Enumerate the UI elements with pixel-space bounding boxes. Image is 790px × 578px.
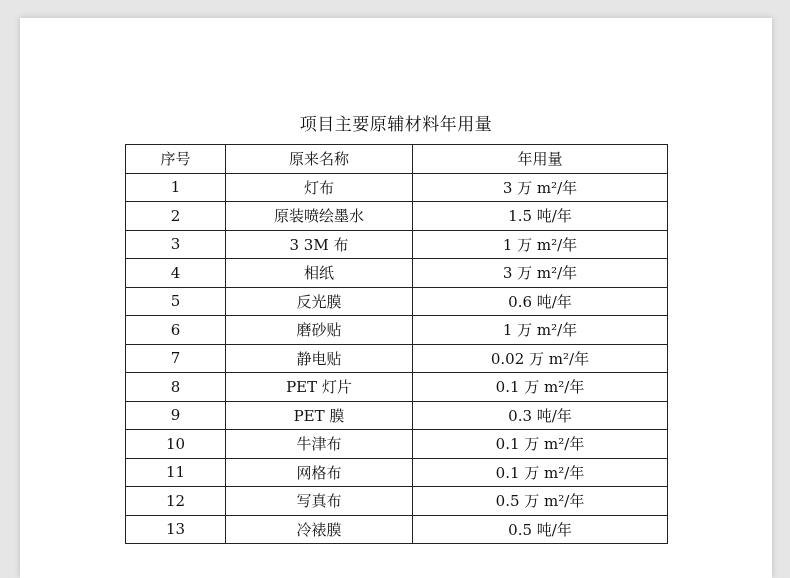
row-number: 12 — [126, 487, 226, 516]
table-row — [126, 230, 668, 259]
annual-amount: 1 万 m²/年 — [413, 316, 668, 345]
material-name: 3 3M 布 — [226, 230, 413, 259]
material-name: 原装喷绘墨水 — [226, 202, 413, 231]
annual-amount: 0.1 万 m²/年 — [413, 373, 668, 402]
material-name: 网格布 — [226, 458, 413, 487]
annual-amount: 0.02 万 m²/年 — [413, 344, 668, 373]
material-name: 相纸 — [226, 259, 413, 288]
header-no: 序号 — [126, 145, 226, 174]
row-number: 9 — [126, 401, 226, 430]
annual-amount: 3 万 m²/年 — [413, 259, 668, 288]
annual-amount: 1 万 m²/年 — [413, 230, 668, 259]
table-row — [126, 487, 668, 516]
annual-amount: 0.5 万 m²/年 — [413, 487, 668, 516]
header-amount: 年用量 — [413, 145, 668, 174]
table-row — [126, 430, 668, 459]
annual-amount: 0.5 吨/年 — [413, 515, 668, 544]
document-page — [20, 18, 772, 578]
material-name: 磨砂贴 — [226, 316, 413, 345]
material-name: 反光膜 — [226, 287, 413, 316]
material-name: 写真布 — [226, 487, 413, 516]
table-row — [126, 515, 668, 544]
table-title: 项目主要原辅材料年用量 — [299, 115, 493, 135]
table-row — [126, 401, 668, 430]
annual-amount: 0.3 吨/年 — [413, 401, 668, 430]
table-row — [126, 373, 668, 402]
table-row — [126, 202, 668, 231]
annual-amount: 0.1 万 m²/年 — [413, 458, 668, 487]
annual-amount: 3 万 m²/年 — [413, 173, 668, 202]
row-number: 10 — [126, 430, 226, 459]
row-number: 2 — [126, 202, 226, 231]
materials-table — [125, 144, 668, 544]
material-name: PET 灯片 — [226, 373, 413, 402]
table-row — [126, 316, 668, 345]
row-number: 7 — [126, 344, 226, 373]
material-name: 牛津布 — [226, 430, 413, 459]
annual-amount: 1.5 吨/年 — [413, 202, 668, 231]
row-number: 4 — [126, 259, 226, 288]
material-name: 冷裱膜 — [226, 515, 413, 544]
material-name: PET 膜 — [226, 401, 413, 430]
row-number: 13 — [126, 515, 226, 544]
material-name: 灯布 — [226, 173, 413, 202]
row-number: 1 — [126, 173, 226, 202]
table-row — [126, 259, 668, 288]
row-number: 6 — [126, 316, 226, 345]
table-row — [126, 458, 668, 487]
table-row — [126, 173, 668, 202]
row-number: 11 — [126, 458, 226, 487]
row-number: 3 — [126, 230, 226, 259]
row-number: 8 — [126, 373, 226, 402]
material-name: 静电贴 — [226, 344, 413, 373]
table-row — [126, 287, 668, 316]
row-number: 5 — [126, 287, 226, 316]
table-row — [126, 344, 668, 373]
header-name: 原来名称 — [226, 145, 413, 174]
annual-amount: 0.6 吨/年 — [413, 287, 668, 316]
table-header-row — [126, 145, 668, 174]
annual-amount: 0.1 万 m²/年 — [413, 430, 668, 459]
